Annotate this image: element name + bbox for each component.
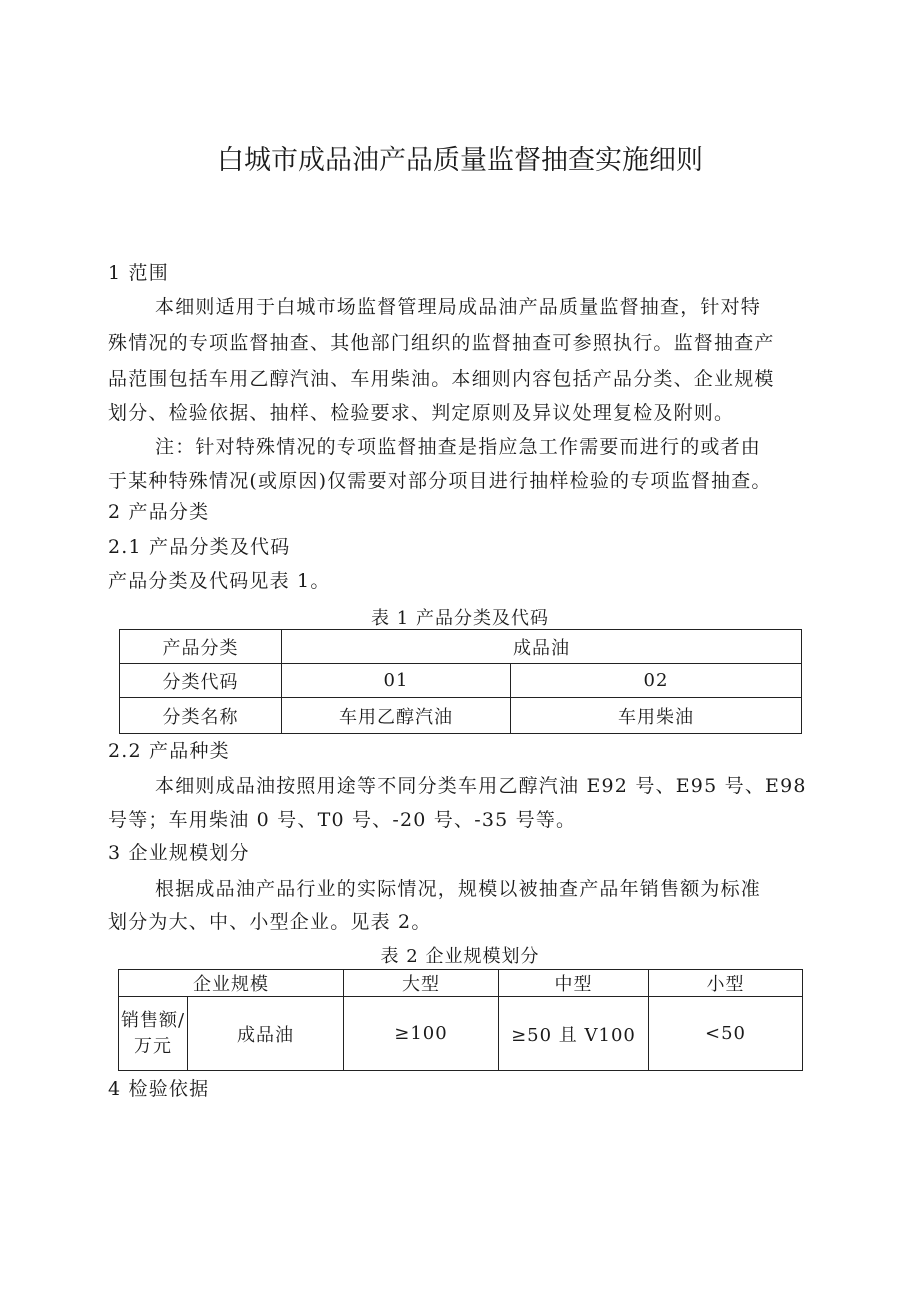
table-1-category-value: 成品油 <box>282 630 802 664</box>
section-1-para-line: 品范围包括车用乙醇汽油、车用柴油。本细则内容包括产品分类、企业规模 <box>108 368 775 390</box>
section-4-heading: 4 检验依据 <box>108 1078 210 1100</box>
section-3-heading: 3 企业规模划分 <box>108 842 250 864</box>
section-1-note-line: 注：针对特殊情况的专项监督抽查是指应急工作需要而进行的或者由 <box>155 436 762 458</box>
section-2-1-text: 产品分类及代码见表 1。 <box>108 570 331 592</box>
table-2-value-large: ≥100 <box>344 997 499 1071</box>
section-2-2-line: 本细则成品油按照用途等不同分类车用乙醇汽油 E92 号、E95 号、E98 <box>155 775 807 797</box>
page-title: 白城市成品油产品质量监督抽查实施细则 <box>217 145 703 176</box>
section-1-para-line: 殊情况的专项监督抽查、其他部门组织的监督抽查可参照执行。监督抽查产 <box>108 332 775 354</box>
table-2-value-small: <50 <box>649 997 803 1071</box>
section-2-heading: 2 产品分类 <box>108 501 210 523</box>
table-2-caption: 表 2 企业规模划分 <box>380 946 540 967</box>
table-2 <box>118 969 803 1071</box>
table-2-value-medium: ≥50 且 V100 <box>499 997 649 1071</box>
table-1-caption: 表 1 产品分类及代码 <box>371 608 549 629</box>
section-1-para-line: 本细则适用于白城市场监督管理局成品油产品质量监督抽查，针对特 <box>155 296 762 318</box>
table-1-code-cell: 01 <box>282 664 511 698</box>
section-2-2-line: 号等；车用柴油 0 号、T0 号、-20 号、-35 号等。 <box>108 809 577 831</box>
table-2-header-small: 小型 <box>649 970 803 997</box>
table-2-row-product: 成品油 <box>188 997 344 1071</box>
section-3-para-line: 划分为大、中、小型企业。见表 2。 <box>108 911 432 933</box>
table-2-header-scale: 企业规模 <box>119 970 344 997</box>
section-2-1-heading: 2.1 产品分类及代码 <box>108 536 291 558</box>
table-1-name-cell: 车用乙醇汽油 <box>282 698 511 734</box>
section-1-note-line: 于某种特殊情况(或原因)仅需要对部分项目进行抽样检验的专项监督抽查。 <box>108 470 772 492</box>
table-1-name-label: 分类名称 <box>120 698 282 734</box>
section-1-para-line: 划分、检验依据、抽样、检验要求、判定原则及异议处理复检及附则。 <box>108 402 735 424</box>
table-2-row-label: 销售额/万元 <box>119 997 188 1071</box>
table-2-header-medium: 中型 <box>499 970 649 997</box>
table-1-code-cell: 02 <box>511 664 802 698</box>
table-1-code-label: 分类代码 <box>120 664 282 698</box>
table-2-header-large: 大型 <box>344 970 499 997</box>
table-1-category-label: 产品分类 <box>120 630 282 664</box>
section-1-heading: 1 范围 <box>108 262 169 284</box>
section-2-2-heading: 2.2 产品种类 <box>108 740 230 762</box>
section-3-para-line: 根据成品油产品行业的实际情况，规模以被抽查产品年销售额为标准 <box>155 878 762 900</box>
table-1-name-cell: 车用柴油 <box>511 698 802 734</box>
table-1 <box>119 629 802 734</box>
